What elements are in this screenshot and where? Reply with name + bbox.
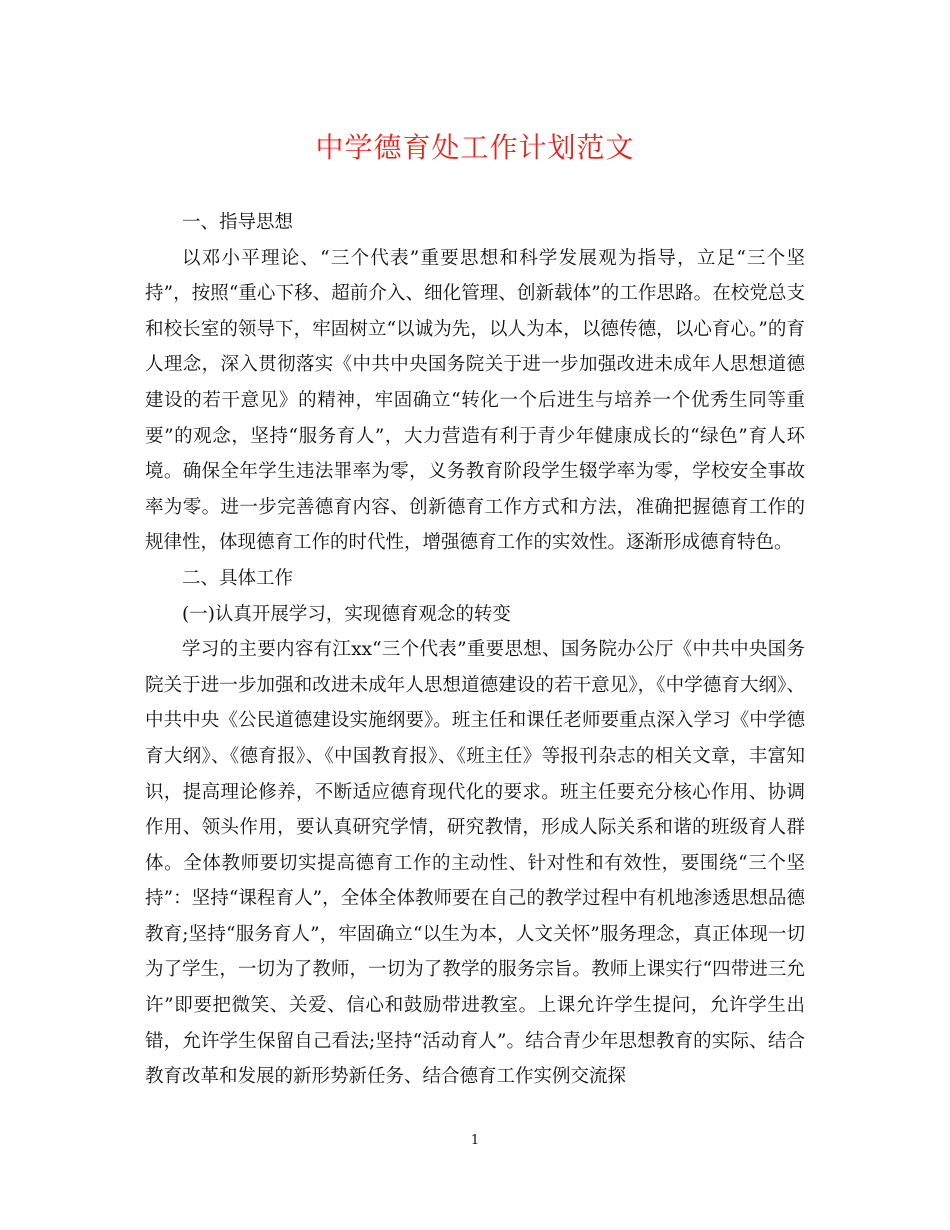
subheading-study: (一)认真开展学习，实现德育观念的转变	[182, 603, 511, 625]
document-body	[145, 205, 805, 1095]
paragraph-guiding-ideology: 以邓小平理论、“三个代表”重要思想和科学发展观为指导，立足“三个坚持”，按照“重心下移、超前介入、细化管理、创新载体”的工作思路。在校党总支和校长室的领导下，牢固树立“以诚为先，以人为本，以德传德，以心育心。”的育人理念，深入贯彻落实《中共中央国务院关于进一步加强改进未成年人思想道德建设的若干意见》的精神，牢固确立“转化一个后进生与培养一个优秀生同等重要”的观念，坚持“服务育人”，大力营造有利于青少年健康成长的“绿色”育人环境。确保全年学生违法罪率为零，义务教育阶段学生辍学率为零，学校安全事故率为零。进一步完善德育内容、创新德育工作方式和方法，准确把握德育工作的规律性，体现德育工作的时代性，增强德育工作的实效性。逐渐形成德育特色。	[145, 247, 805, 554]
heading-guiding-ideology: 一、指导思想	[182, 212, 294, 233]
paragraph-study: 学习的主要内容有江xx“三个代表”重要思想、国务院办公厅《中共中央国务院关于进一步加强和改进未成年人思想道德建设的若干意见》，《中学德育大纲》、中共中央《公民道德建设实施纲要》。班主任和课任老师要重点深入学习《中学德育大纲》、《德育报》、《中国教育报》、《班主任》等报刊杂志的相关文章，丰富知识，提高理论修养，不断适应德育现代化的要求。班主任要充分核心作用、协调作用、领头作用，要认真研究学情，研究教情，形成人际关系和谐的班级育人群体。全体教师要切实提高德育工作的主动性、针对性和有效性，要围绕“三个坚持”：坚持“课程育人”，全体全体教师要在自己的教学过程中有机地渗透思想品德教育;坚持“服务育人”，牢固确立“以生为本，人文关怀”服务理念，真正体现一切为了学生，一切为了教师，一切为了教学的服务宗旨。教师上课实行“四带进三允许”即要把微笑、关爱、信心和鼓励带进教室。上课允许学生提问，允许学生出错，允许学生保留自己看法;坚持“活动育人”。结合青少年思想教育的实际、结合教育改革和发展的新形势新任务、结合德育工作实例交流探	[145, 639, 805, 1088]
document-title: 中学德育处工作计划范文	[315, 131, 635, 164]
heading-specific-work: 二、具体工作	[182, 567, 294, 589]
page-number: 1	[470, 1133, 480, 1148]
